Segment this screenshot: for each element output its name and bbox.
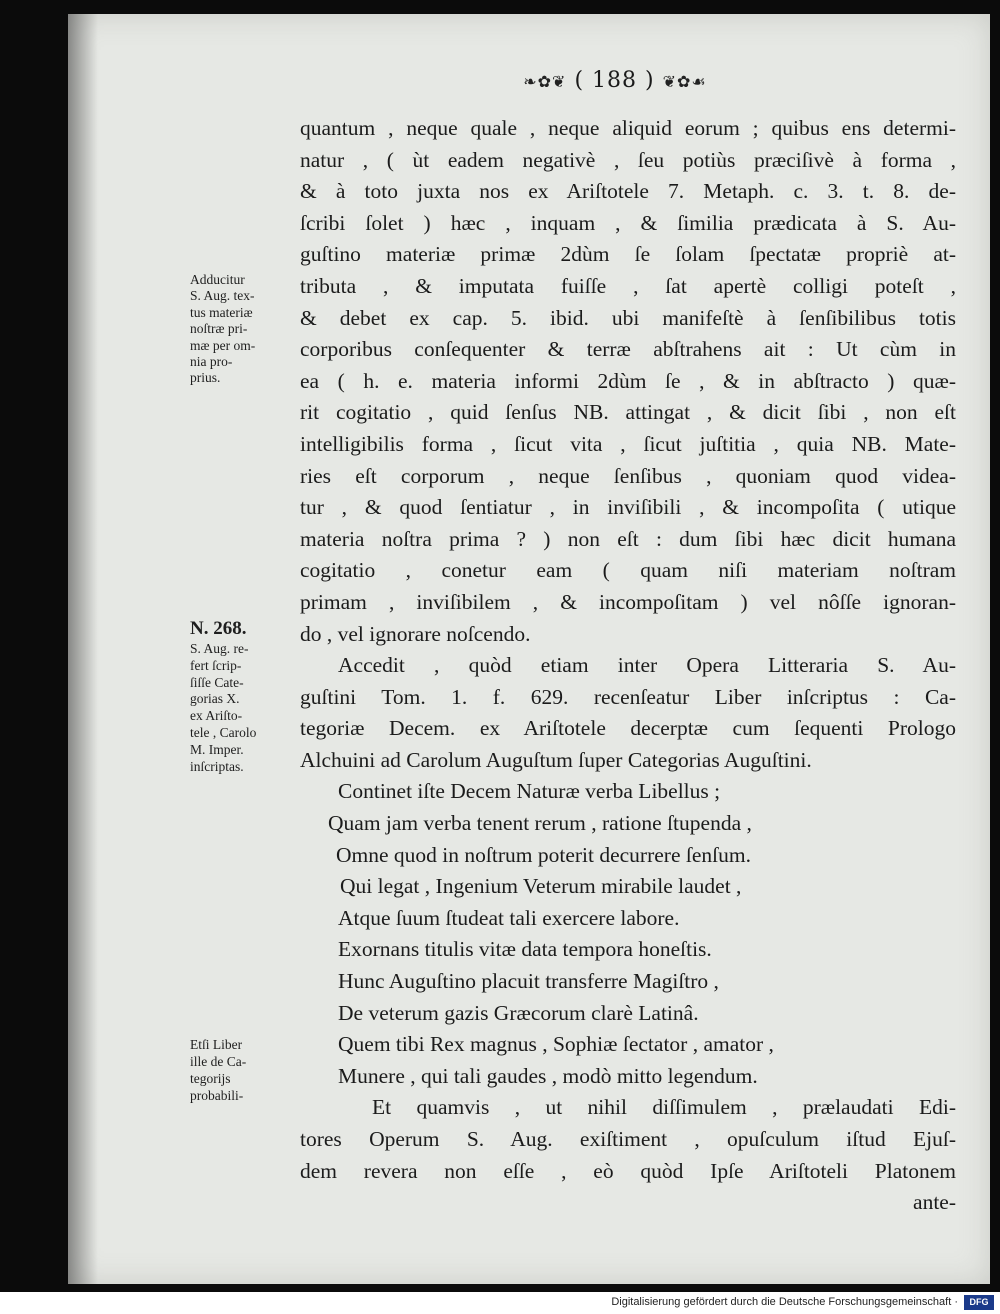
digitization-footer <box>0 1292 1000 1314</box>
margin-line: fert ſcrip- <box>190 657 242 673</box>
catchword: ante- <box>913 1190 956 1215</box>
margin-note-2 <box>190 617 290 775</box>
text-line: rit cogitatio , quid ſenſus NB. attingat , & dicit ſibi , non eſt <box>300 400 956 425</box>
margin-line: ille de Ca- <box>190 1054 247 1069</box>
body-text <box>300 113 956 1219</box>
text-line: primam , inviſibilem , & incompoſitam ) vel nôſſe ignoran- <box>300 589 956 614</box>
text-line: tributa , & imputata fuiſſe , ſat apertè colligi poteſt , <box>300 273 956 298</box>
margin-line: Adducitur <box>190 272 245 287</box>
text-line: tur , & quod ſentiatur , in inviſibili , & incompoſita ( utique <box>300 495 956 520</box>
text-line: natur , ( ùt eadem negativè , ſeu potiùs præciſivè à forma , <box>300 147 956 172</box>
page-gutter-shadow <box>68 14 98 1284</box>
verse-line: Exornans titulis vitæ data tempora honeſtis. <box>338 937 712 962</box>
text-line: guſtino materiæ primæ 2dùm ſe ſolam ſpectatæ propriè at- <box>300 242 956 267</box>
margin-line: noſtræ pri- <box>190 321 248 337</box>
text-line: corporibus conſequenter & terræ abſtrahens ait : Ut cùm in <box>300 337 956 362</box>
margin-line: tele , Carolo <box>190 724 257 740</box>
text-line: dem revera non eſſe , eò quòd Ipſe Ariſtoteli Platonem <box>300 1158 956 1183</box>
text-line: Accedit , quòd etiam inter Opera Litteraria S. Au- <box>338 653 956 678</box>
text-line: & debet ex cap. 5. ibid. ubi manifeſtè à ſenſibilibus totis <box>300 305 956 330</box>
margin-line: inſcriptas. <box>190 758 244 774</box>
text-line: guſtini Tom. 1. f. 629. recenſeatur Liber inſcriptus : Ca- <box>300 684 956 709</box>
verse-line: De veterum gazis Græcorum clarè Latinâ. <box>338 1000 699 1025</box>
margin-line: ſiſſe Cate- <box>190 674 244 690</box>
text-line: cogitatio , conetur eam ( quam niſi materiam noſtram <box>300 558 956 583</box>
margin-line: M. Imper. <box>190 741 244 757</box>
margin-line: prius. <box>190 370 221 386</box>
text-line: ſcribi ſolet ) hæc , inquam , & ſimilia prædicata à S. Au- <box>300 210 956 235</box>
margin-note-3 <box>190 1036 290 1104</box>
ornament-right: ❦✿☙ <box>662 72 707 91</box>
verse-line: Munere , qui tali gaudes , modò mitto legendum. <box>338 1063 758 1088</box>
margin-line: ex Ariſto- <box>190 708 243 724</box>
margin-line: mæ per om- <box>190 337 256 353</box>
margin-line: Etſi Liber <box>190 1037 243 1052</box>
margin-note-1 <box>190 272 290 387</box>
page-header <box>505 68 725 98</box>
margin-section-number: N. 268. <box>190 618 247 639</box>
text-line: tores Operum S. Aug. exiſtiment , opuſculum iſtud Ejuſ- <box>300 1127 956 1151</box>
margin-line: gorias X. <box>190 691 240 707</box>
text-line: ries eſt corporum , neque ſenſibus , quoniam quod videa- <box>300 463 956 488</box>
text-line: materia noſtra prima ? ) non eſt : dum ſibi hæc dicit humana <box>300 526 956 551</box>
text-line: quantum , neque quale , neque aliquid eorum ; quibus ens determi- <box>300 116 956 140</box>
text-line: do , vel ignorare noſcendo. <box>300 621 531 646</box>
text-line: intelligibilis forma , ſicut vita , ſicut juſtitia , quia NB. Mate- <box>300 431 956 456</box>
margin-line: S. Aug. re- <box>190 641 249 656</box>
verse-line: Atque ſuum ſtudeat tali exercere labore. <box>338 905 680 930</box>
verse-line: Omne quod in noſtrum poterit decurrere ſenſum. <box>336 842 751 867</box>
verse-line: Continet iſte Decem Naturæ verba Libellus ; <box>338 779 721 804</box>
verse-line: Quem tibi Rex magnus , Sophiæ ſectator , amator , <box>338 1032 774 1057</box>
text-line: Et quamvis , ut nihil diſſimulem , prælaudati Edi- <box>372 1095 956 1120</box>
text-line: & à toto juxta nos ex Ariſtotele 7. Metaph. c. 3. t. 8. de- <box>300 179 956 204</box>
margin-line: nia pro- <box>190 354 233 370</box>
text-line: ea ( h. e. materia informi 2dùm ſe , & in abſtracto ) quæ- <box>300 368 956 393</box>
text-line: Alchuini ad Carolum Auguſtum ſuper Categorias Auguſtini. <box>300 747 812 772</box>
footer-credit: Digitalisierung gefördert durch die Deutsche Forschungsgemeinschaft · <box>611 1296 958 1308</box>
margin-line: S. Aug. tex- <box>190 288 255 304</box>
dfg-logo: DFG <box>964 1295 994 1310</box>
verse-line: Quam jam verba tenent rerum , ratione ſtupenda , <box>328 811 752 836</box>
margin-line: probabili- <box>190 1088 244 1103</box>
margin-line: tegorijs <box>190 1071 231 1086</box>
text-line: tegoriæ Decem. ex Ariſtotele decerptæ cum ſequenti Prologo <box>300 716 956 741</box>
page-number: ( 188 ) <box>574 68 655 93</box>
margin-line: tus materiæ <box>190 304 253 320</box>
verse-line: Qui legat , Ingenium Veterum mirabile laudet , <box>340 874 742 899</box>
ornament-left: ❧✿❦ <box>523 72 567 91</box>
verse-line: Hunc Auguſtino placuit transferre Magiſtro , <box>338 969 719 994</box>
